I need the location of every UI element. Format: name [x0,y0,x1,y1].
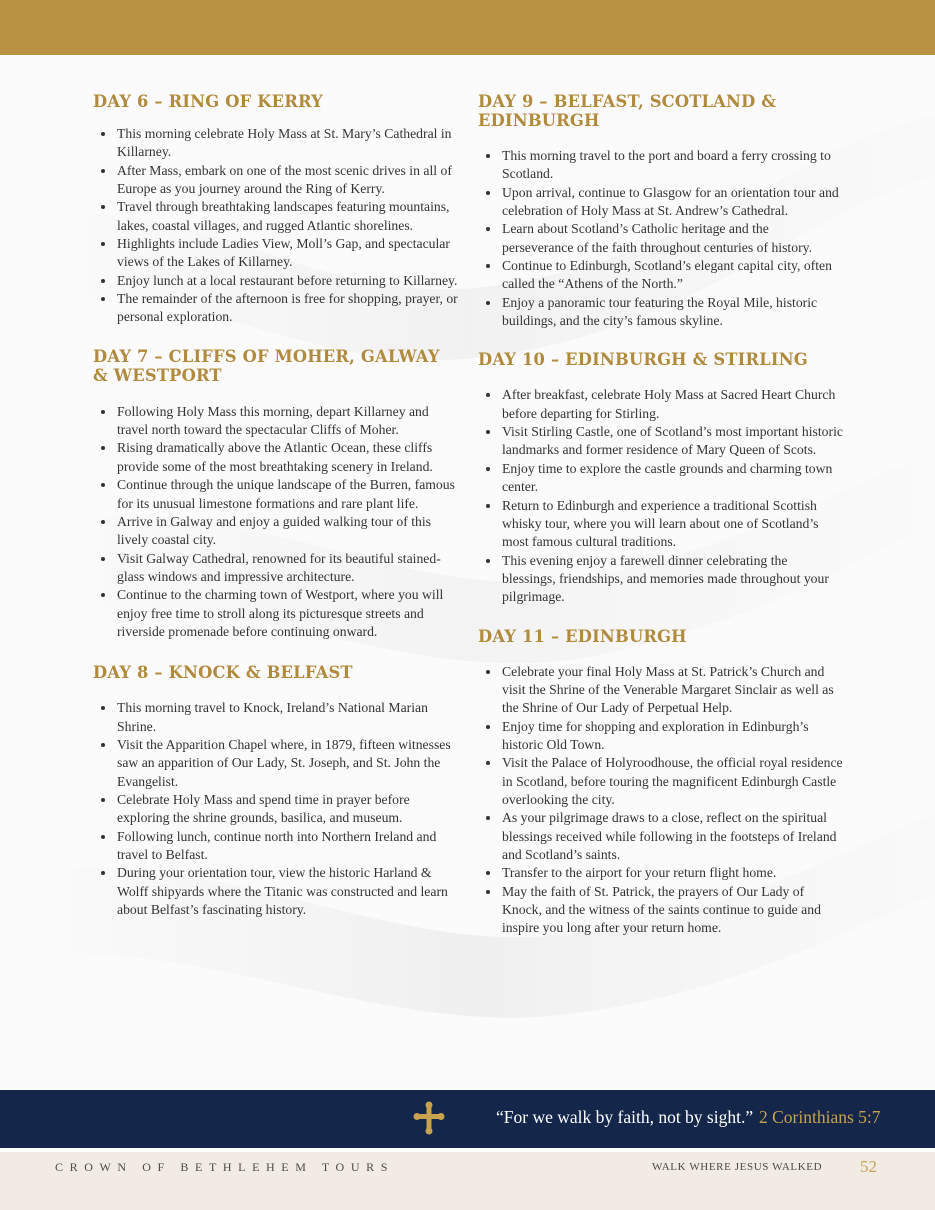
day-title: DAY 8 – KNOCK & BELFAST [93,663,353,683]
list-item: • During your orientation tour, view the historic Harland & Wolff shipyards where the Titanic was constructed and learn about Belfast’s fascinating history. [116,864,458,919]
list-item: • Upon arrival, continue to Glasgow for an orientation tour and celebration of Holy Mass at St. Andrew’s Cathedral. [501,184,843,221]
list-item: • Travel through breathtaking landscapes featuring mountains, lakes, coastal villages, and rugged Atlantic shorelines. [116,198,458,235]
footer-tagline: WALK WHERE JESUS WALKED [652,1161,823,1173]
list-item: • Arrive in Galway and enjoy a guided walking tour of this lively coastal city. [116,513,458,550]
list-item: • This morning celebrate Holy Mass at St. Mary’s Cathedral in Killarney. [116,125,458,162]
list-item: • After Mass, embark on one of the most scenic drives in all of Europe as you journey around the Ring of Kerry. [116,162,458,199]
list-item: • Continue through the unique landscape of the Burren, famous for its unusual limestone formations and rare plant life. [116,476,458,513]
list-item: • Visit the Palace of Holyroodhouse, the official royal residence in Scotland, before touring the magnificent Edinburgh Castle overlooking the city. [501,754,843,809]
list-item: • Rising dramatically above the Atlantic Ocean, these cliffs provide some of the most breathtaking scenery in Ireland. [116,439,458,476]
day-title: DAY 7 – CLIFFS OF MOHER, GALWAY & WESTPORT [93,346,440,385]
list-item: • Following Holy Mass this morning, depart Killarney and travel north toward the spectacular Cliffs of Moher. [116,403,458,440]
list-item: • Celebrate your final Holy Mass at St. Patrick’s Church and visit the Shrine of the Venerable Margaret Sinclair as well as the Shrine of Our Lady of Perpetual Help. [501,663,843,718]
day-activity-list [478,663,843,938]
list-item: • Visit Stirling Castle, one of Scotland’s most important historic landmarks and former residence of Mary Queen of Scots. [501,423,843,460]
list-item: • This morning travel to Knock, Ireland’s National Marian Shrine. [116,699,458,736]
day-section [93,347,458,641]
list-item: • As your pilgrimage draws to a close, reflect on the spiritual blessings received while following in the footsteps of Ireland and Scotland’s saints. [501,809,843,864]
scripture-quote: “For we walk by faith, not by sight.” [496,1107,754,1127]
list-item: • Return to Edinburgh and experience a traditional Scottish whisky tour, where you will learn about one of Scotland’s most famous cultural traditions. [501,497,843,552]
day-title: DAY 6 – RING OF KERRY [93,92,323,111]
list-item: • The remainder of the afternoon is free for shopping, prayer, or personal exploration. [116,290,458,327]
list-item: • Celebrate Holy Mass and spend time in prayer before exploring the shrine grounds, basilica, and museum. [116,791,458,828]
list-item: • Continue to Edinburgh, Scotland’s elegant capital city, often called the “Athens of the North.” [501,257,843,294]
list-item: • May the faith of St. Patrick, the prayers of Our Lady of Knock, and the witness of the saints continue to guide and inspire you long after your return home. [501,883,843,938]
day-section [93,92,458,327]
list-item: • This evening enjoy a farewell dinner celebrating the blessings, friendships, and memories made throughout your pilgrimage. [501,552,843,607]
page-number: 52 [860,1157,877,1176]
list-item: • Continue to the charming town of Westport, where you will enjoy free time to stroll along its picturesque streets and riverside promenade before continuing onward. [116,586,458,641]
list-item: • Enjoy lunch at a local restaurant before returning to Killarney. [116,272,458,290]
day-section [478,92,843,330]
day-activity-list [93,699,458,919]
day-title: DAY 10 – EDINBURGH & STIRLING [478,350,808,370]
day-activity-list [93,403,458,641]
list-item: • Highlights include Ladies View, Moll’s Gap, and spectacular views of the Lakes of Killarney. [116,235,458,272]
list-item: • Enjoy time for shopping and exploration in Edinburgh’s historic Old Town. [501,718,843,755]
top-header-bar [0,0,935,55]
page-footer [0,1152,935,1210]
list-item: • Following lunch, continue north into Northern Ireland and travel to Belfast. [116,828,458,865]
list-item: • Visit Galway Cathedral, renowned for its beautiful stained-glass windows and impressive architecture. [116,550,458,587]
list-item: • This morning travel to the port and board a ferry crossing to Scotland. [501,147,843,184]
day-title: DAY 11 – EDINBURGH [478,626,687,646]
list-item: • After breakfast, celebrate Holy Mass at Sacred Heart Church before departing for Stirling. [501,386,843,423]
quote-banner [0,1090,935,1148]
day-activity-list [93,125,458,327]
day-section [93,663,458,919]
scripture-reference: 2 Corinthians 5:7 [759,1107,881,1127]
day-title: DAY 9 – BELFAST, SCOTLAND & EDINBURGH [478,92,777,130]
footer-brand: CROWN OF BETHLEHEM TOURS [55,1160,394,1174]
list-item: • Enjoy time to explore the castle grounds and charming town center. [501,460,843,497]
cross-icon [413,1101,445,1135]
day-section [478,627,843,938]
list-item: • Learn about Scotland’s Catholic heritage and the perseverance of the faith throughout centuries of history. [501,220,843,257]
itinerary-column-left [93,92,458,939]
day-activity-list [478,147,843,330]
itinerary-column-right [478,92,843,958]
day-activity-list [478,386,843,606]
list-item: • Enjoy a panoramic tour featuring the Royal Mile, historic buildings, and the city’s famous skyline. [501,294,843,331]
list-item: • Visit the Apparition Chapel where, in 1879, fifteen witnesses saw an apparition of Our Lady, St. Joseph, and St. John the Evangelist. [116,736,458,791]
day-section [478,350,843,606]
list-item: • Transfer to the airport for your return flight home. [501,864,843,882]
